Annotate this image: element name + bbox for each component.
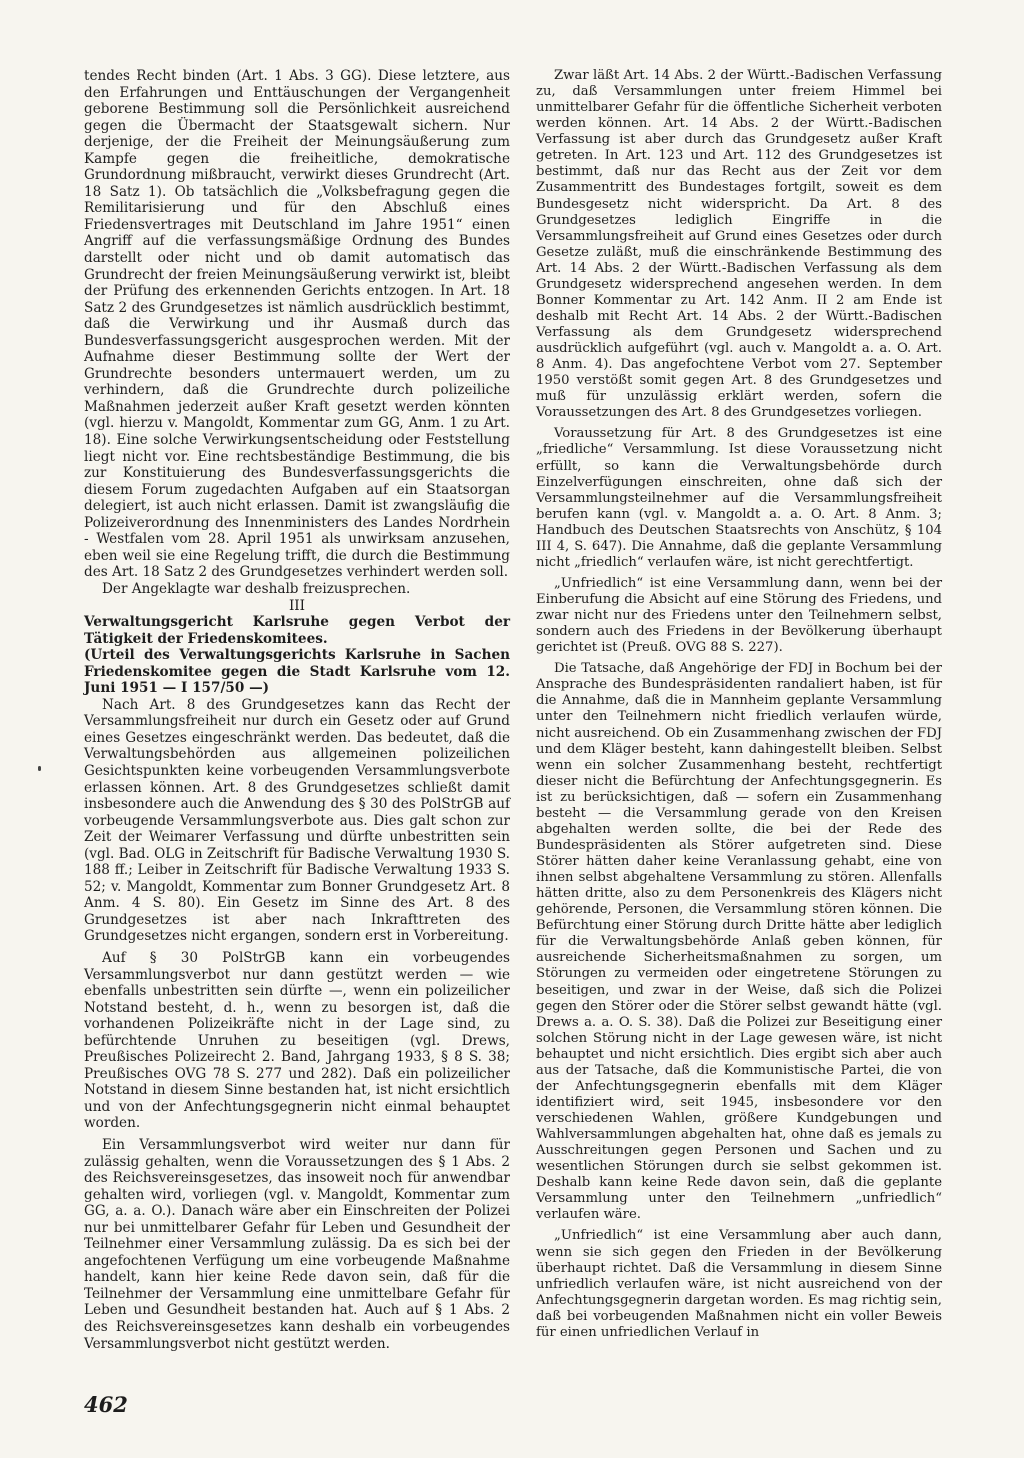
paragraph: „Unfriedlich“ ist eine Versammlung dann, wenn bei der Einberufung die Absicht auf eine Störung des Friedens, und zwar nicht nur des Friedens unter den Teilnehmern selbst, sondern auch des Friedens in der Bevölkerung überhaupt gerichtet ist (Preuß. OVG 88 S. 227). — [536, 575, 942, 656]
section-number: III — [288, 597, 306, 614]
paragraph: Ein Versammlungsverbot wird weiter nur dann für zulässig gehalten, wenn die Voraussetzungen des § 1 Abs. 2 des Reichsvereinsgesetzes, das insoweit noch für anwendbar gehalten wird, vorliegen (vgl. v. Mangoldt, Kommentar zum GG, a. a. O.). Danach wäre aber ein Einschreiten der Polizei nur bei unmittelbarer Gefahr für Leben und Gesundheit der Teilnehmer einer Versammlung zulässig. Da es sich bei der angefochtenen Verfügung um eine vorbeugende Maßnahme handelt, kann hier keine Rede davon sein, daß für die Teilnehmer der Versammlung eine unmittelbare Gefahr für Leben und Gesundheit bestanden hat. Auch auf § 1 Abs. 2 des Reichsvereinsgesetzes kann deshalb ein vorbeugendes Versammlungsverbot nicht gestützt werden. — [84, 1137, 510, 1352]
paragraph: Die Tatsache, daß Angehörige der FDJ in Bochum bei der Ansprache des Bundespräsidenten randaliert haben, ist für die Annahme, daß die in Mannheim geplante Versammlung unter den Teilnehmern nicht friedlich verlaufen würde, nicht ausreichend. Ob ein Zusammenhang zwischen der FDJ und dem Kläger besteht, kann dahingestellt bleiben. Selbst wenn ein solcher Zusammenhang besteht, rechtfertigt dieser nicht die Befürchtung der Anfechtungsgegnerin. Es ist zu berücksichtigen, daß — sofern ein Zusammenhang besteht — die Versammlung gerade von den Kreisen abgehalten werden sollte, die bei der Rede des Bundespräsidenten als Störer aufgetreten sind. Diese Störer hätten daher keine Veranlassung gehabt, eine von ihnen selbst abgehaltene Versammlung zu stören. Allenfalls hätten dritte, also zu dem Personenkreis des Klägers nicht gehörende, Personen, die Versammlung stören können. Die Befürchtung einer Störung durch Dritte hätte aber lediglich für die Verwaltungsbehörde Anlaß geben können, für ausreichende Sicherheitsmaßnahmen zu sorgen, um Störungen zu vermeiden oder eingetretene Störungen zu beseitigen, und zwar in der Weise, daß sich die Polizei gegen den Störer oder die Störer selbst gewandt hätte (vgl. Drews a. a. O. S. 38). Daß die Polizei zur Beseitigung einer solchen Störung nicht in der Lage gewesen wäre, ist nicht behauptet und nicht ersichtlich. Dies ergibt sich aber auch aus der Tatsache, daß die Kommunistische Partei, die von der Anfechtungsgegnerin ebenfalls mit dem Kläger identifiziert wird, seit 1945, insbesondere vor den verschiedenen Wahlen, größere Kundgebungen und Wahlversammlungen abgehalten hat, ohne daß es jemals zu Ausschreitungen gegen Personen und Sachen und zu wesentlichen Störungen durch sie selbst gekommen ist. Deshalb kann keine Rede davon sein, daß die geplante Versammlung unter den Teilnehmern „unfriedlich“ verlaufen wäre. — [536, 661, 942, 1223]
paragraph: „Unfriedlich“ ist eine Versammlung aber auch dann, wenn sie sich gegen den Frieden in der Bevölkerung überhaupt richtet. Daß die Versammlung in diesem Sinne unfriedlich verlaufen wäre, ist nicht ausreichend von der Anfechtungsgegnerin dargetan worden. Es mag richtig sein, daß bei vorbeugenden Maßnahmen nicht ein voller Beweis für einen unfriedlichen Verlauf in — [536, 1228, 942, 1340]
paragraph: tendes Recht binden (Art. 1 Abs. 3 GG). Diese letztere, aus den Erfahrungen und Enttäuschungen der Vergangenheit geborene Bestimmung soll die Persönlichkeit ausreichend gegen die Übermacht der Staatsgewalt sichern. Nur derjenige, der die Freiheit der Meinungsäußerung zum Kampfe gegen die freiheitliche, demokratische Grundordnung mißbraucht, verwirkt dieses Grundrecht (Art. 18 Satz 1). Ob tatsächlich die „Volksbefragung gegen die Remilitarisierung und für den Abschluß eines Friedensvertrages mit Deutschland im Jahre 1951“ einen Angriff auf die verfassungsmäßige Ordnung des Bundes darstellt oder nicht und ob damit automatisch das Grundrecht der freien Meinungsäußerung verwirkt ist, bleibt der Prüfung des erkennenden Gerichts entzogen. In Art. 18 Satz 2 des Grundgesetzes ist nämlich ausdrücklich bestimmt, daß die Verwirkung und ihr Ausmaß durch das Bundesverfassungsgericht ausgesprochen werden. Mit der Aufnahme dieser Bestimmung sollte der Wert der Grundrechte besonders untermauert werden, um zu verhindern, daß die Grundrechte durch polizeiliche Maßnahmen jederzeit außer Kraft gesetzt werden könnten (vgl. hierzu v. Mangoldt, Kommentar zum GG, Anm. 1 zu Art. 18). Eine solche Verwirkungsentscheidung oder Feststellung liegt nicht vor. Eine rechtsbeständige Bestimmung, die bis zur Konstituierung des Bundesverfassungsgerichts die diesem Forum zugedachten Aufgaben auf ein Staatsorgan delegiert, ist auch nicht erlassen. Damit ist zwangsläufig die Polizeiverordnung des Innenministers des Landes Nordrhein - Westfalen vom 28. April 1951 als unwirksam anzusehen, eben weil sie eine Regelung trifft, die durch die Bestimmung des Art. 18 Satz 2 des Grundgesetzes verhindert werden soll. — [84, 68, 510, 581]
left-column — [84, 68, 510, 1352]
paragraph: Der Angeklagte war deshalb freizusprechen. — [102, 580, 411, 597]
paragraph: Voraussetzung für Art. 8 des Grundgesetzes ist eine „friedliche“ Versammlung. Ist diese Voraussetzung nicht erfüllt, so kann die Verwaltungsbehörde durch Einzelverfügungen einschreiten, ohne daß sich der Versammlungsteilnehmer auf die Versammlungsfreiheit berufen kann (vgl. v. Mangoldt a. a. O. Art. 8 Anm. 3; Handbuch des Deutschen Staatsrechts von Anschütz, § 104 III 4, S. 647). Die Annahme, daß die geplante Versammlung nicht „friedlich“ verlaufen wäre, ist nicht gerechtfertigt. — [536, 426, 942, 570]
paragraph: Nach Art. 8 des Grundgesetzes kann das Recht der Versammlungsfreiheit nur durch ein Gesetz oder auf Grund eines Gesetzes eingeschränkt werden. Das bedeutet, daß die Verwaltungsbehörden aus allgemeinen polizeilichen Gesichtspunkten keine vorbeugenden Versammlungsverbote erlassen können. Art. 8 des Grundgesetzes schließt damit insbesondere auch die Anwendung des § 30 des PolStrGB auf vorbeugende Versammlungsverbote aus. Dies galt schon zur Zeit der Weimarer Verfassung und dürfte unbestritten sein (vgl. Bad. OLG in Zeitschrift für Badische Verwaltung 1930 S. 188 ff.; Leiber in Zeitschrift für Badische Verwaltung 1933 S. 52; v. Mangoldt, Kommentar zum Bonner Grundgesetz Art. 8 Anm. 4 S. 80). Ein Gesetz im Sinne des Art. 8 des Grundgesetzes ist aber nach Inkrafttreten des Grundgesetzes nicht ergangen, sondern erst in Vorbereitung. — [84, 696, 510, 945]
paragraph: Zwar läßt Art. 14 Abs. 2 der Württ.-Badischen Verfassung zu, daß Versammlungen unter freiem Himmel bei unmittelbarer Gefahr für die öffentliche Sicherheit verboten werden können. Art. 14 Abs. 2 der Württ.-Badischen Verfassung ist aber durch das Grundgesetz außer Kraft getreten. In Art. 123 und Art. 112 des Grundgesetzes ist bestimmt, daß nur das Recht aus der Zeit vor dem Zusammentritt des Bundestages fortgilt, soweit es dem Bundesgesetz nicht widerspricht. Da Art. 8 des Grundgesetzes lediglich Eingriffe in die Versammlungsfreiheit auf Grund eines Gesetzes oder durch Gesetze zuläßt, muß die einschränkende Bestimmung des Art. 14 Abs. 2 der Württ.-Badischen Verfassung als dem Grundgesetz widersprechend angesehen werden. In dem Bonner Kommentar zu Art. 142 Anm. II 2 am Ende ist deshalb mit Recht Art. 14 Abs. 2 der Württ.-Badischen Verfassung als dem Grundgesetz widersprechend ausdrücklich aufgeführt (vgl. auch v. Mangoldt a. a. O. Art. 8 Anm. 4). Das angefochtene Verbot vom 27. September 1950 verstößt somit gegen Art. 8 des Grundgesetzes und muß für unzulässig erklärt werden, sofern die Voraussetzungen des Art. 8 des Grundgesetzes vorliegen. — [536, 68, 942, 421]
right-column — [536, 68, 942, 1341]
section-title: Verwaltungsgericht Karlsruhe gegen Verbot der Tätigkeit der Friedenskomitees. — [84, 614, 510, 647]
page-number: 462 — [84, 1392, 128, 1417]
section-subtitle: (Urteil des Verwaltungsgerichts Karlsruhe in Sachen Friedenskomitee gegen die Stadt Karlsruhe vom 12. Juni 1951 — I 157/50 —) — [84, 647, 510, 697]
ink-speck — [38, 766, 41, 771]
paragraph: Auf § 30 PolStrGB kann ein vorbeugendes Versammlungsverbot nur dann gestützt werden — wie ebenfalls unbestritten sein dürfte —, wenn ein polizeilicher Notstand besteht, d. h., wenn zu besorgen ist, daß die vorhandenen Polizeikräfte nicht in der Lage sind, zu befürchtende Unruhen zu beseitigen (vgl. Drews, Preußisches Polizeirecht 2. Band, Jahrgang 1933, § 8 S. 38; Preußisches OVG 78 S. 277 und 282). Daß ein polizeilicher Notstand in diesem Sinne bestanden hat, ist nicht ersichtlich und von der Anfechtungsgegnerin nicht einmal behauptet worden. — [84, 949, 510, 1132]
